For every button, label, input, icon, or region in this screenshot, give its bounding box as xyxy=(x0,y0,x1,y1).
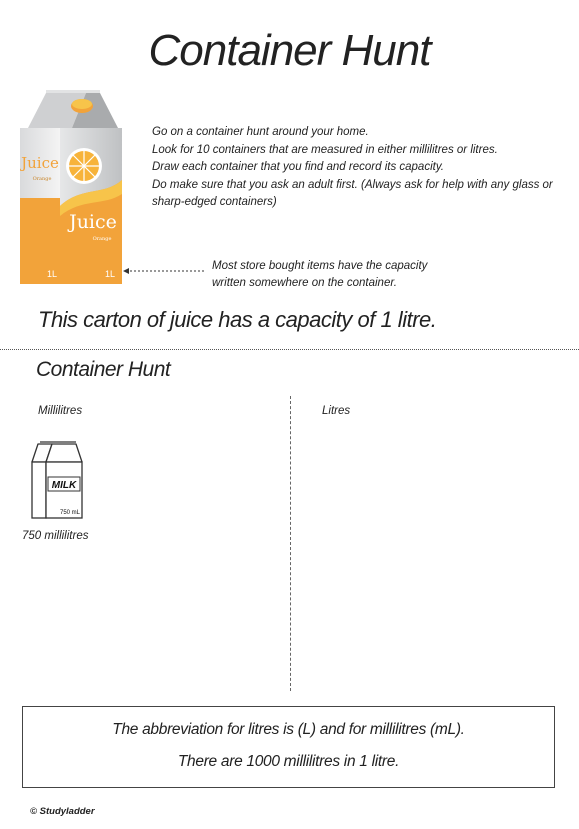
column-divider xyxy=(290,396,291,691)
carton-side-brand: Juice xyxy=(21,154,59,172)
juice-carton-image xyxy=(20,88,122,284)
instruction-line: Go on a container hunt around your home. xyxy=(152,126,369,138)
carton-volume-left: 1L xyxy=(46,269,58,279)
carton-volume-right: 1L xyxy=(104,269,116,279)
info-line-abbreviation: The abbreviation for litres is (L) and for millilitres (mL). xyxy=(112,721,465,738)
section-divider xyxy=(0,349,579,350)
milk-capacity-caption: 750 millilitres xyxy=(22,530,89,542)
carton-front-sub: Orange xyxy=(92,236,112,242)
page-title: Container Hunt xyxy=(148,26,431,75)
litres-column-label: Litres xyxy=(322,405,351,417)
instruction-line: Do make sure that you ask an adult first. (Always ask for help with any glass or sharp-edged containers) xyxy=(152,178,553,208)
instruction-line: Look for 10 containers that are measured in either millilitres or litres. xyxy=(152,143,498,156)
milk-volume: 750 mL xyxy=(59,510,81,516)
info-box xyxy=(22,706,555,788)
info-line-conversion: There are 1000 millilitres in 1 litre. xyxy=(177,753,400,770)
milk-label: MILK xyxy=(51,480,77,491)
copyright: © Studyladder xyxy=(30,806,95,817)
instructions xyxy=(152,124,572,212)
note-line: written somewhere on the container. xyxy=(212,277,397,289)
carton-side-sub: Orange xyxy=(32,176,52,182)
milk-carton-icon xyxy=(26,440,88,520)
instruction-line: Draw each container that you find and record its capacity. xyxy=(152,161,444,173)
millilitres-column-label: Millilitres xyxy=(38,405,83,417)
capacity-note xyxy=(212,258,427,292)
capacity-statement: This carton of juice has a capacity of 1 litre. xyxy=(38,307,437,332)
carton-front-brand: Juice xyxy=(69,211,117,233)
arrow-left-icon xyxy=(122,266,206,276)
hunt-section-title: Container Hunt xyxy=(36,358,171,381)
note-line: Most store bought items have the capacity xyxy=(212,260,428,272)
